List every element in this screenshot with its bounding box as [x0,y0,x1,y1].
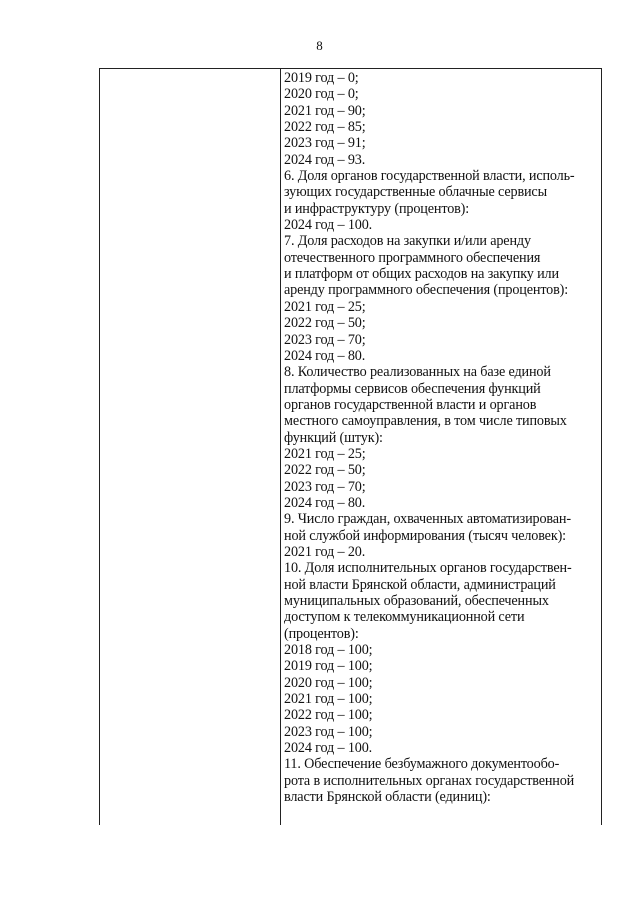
text-line: 2024 год – 100. [284,217,373,234]
text-line: 2018 год – 100; [284,642,373,659]
text-line: и платформ от общих расходов на закупку или [284,266,559,283]
text-line: 2021 год – 25; [284,445,366,462]
text-line: и инфраструктуру (процентов): [284,200,470,217]
text-line: платформы сервисов обеспечения функций [284,380,541,397]
table-left-cell [100,69,280,825]
text-line: 2023 год – 100; [284,723,373,740]
text-line: местного самоуправления, в том числе типовых [284,413,567,430]
text-line: 2021 год – 25; [284,298,366,315]
text-line: 2021 год – 100; [284,691,373,708]
text-line: (процентов): [284,625,359,642]
text-line: функций (штук): [284,429,383,446]
text-line: 2020 год – 100; [284,674,373,691]
table-right-cell [284,70,600,805]
text-line: зующих государственные облачные сервисы [284,184,547,201]
text-line: 2023 год – 70; [284,331,366,348]
text-line: 2024 год – 100. [284,740,373,757]
text-line: ной службой информирования (тысяч человек): [284,527,566,544]
text-line: 7. Доля расходов на закупки и/или аренду [284,233,531,250]
text-line: 2022 год – 50; [284,315,366,332]
text-line: 2020 год – 0; [284,86,359,103]
page-number: 8 [316,38,323,53]
text-line: 2024 год – 80. [284,347,366,364]
text-line: 2023 год – 70; [284,478,366,495]
text-line: ной власти Брянской области, администраций [284,576,556,593]
document-table [99,68,602,825]
text-line: 2023 год – 91; [284,135,366,152]
text-line: доступом к телекоммуникационной сети [284,609,525,626]
text-line: 8. Количество реализованных на базе единой [284,364,551,381]
text-line: 2021 год – 90; [284,102,366,119]
text-line: 2022 год – 85; [284,119,366,136]
text-line: 2021 год – 20. [284,543,366,560]
text-line: 2024 год – 80. [284,494,366,511]
text-line: органов государственной власти и органов [284,396,537,413]
text-line: 2019 год – 0; [284,70,359,86]
column-divider [280,69,281,825]
text-line: 2022 год – 100; [284,707,373,724]
text-line: 2024 год – 93. [284,151,366,168]
text-line: 6. Доля органов государственной власти, исполь- [284,168,575,185]
text-line: 2022 год – 50; [284,462,366,479]
text-line: 9. Число граждан, охваченных автоматизирован- [284,511,571,528]
text-line: аренду программного обеспечения (процентов): [284,282,569,299]
text-line: власти Брянской области (единиц): [284,789,491,806]
text-line: 11. Обеспечение безбумажного документообо- [284,756,560,773]
text-line: 2019 год – 100; [284,658,373,675]
text-line: отечественного программного обеспечения [284,249,541,266]
text-line: рота в исполнительных органах государственной [284,772,575,789]
text-line: 10. Доля исполнительных органов государствен- [284,560,572,577]
text-line: муниципальных образований, обеспеченных [284,593,549,609]
